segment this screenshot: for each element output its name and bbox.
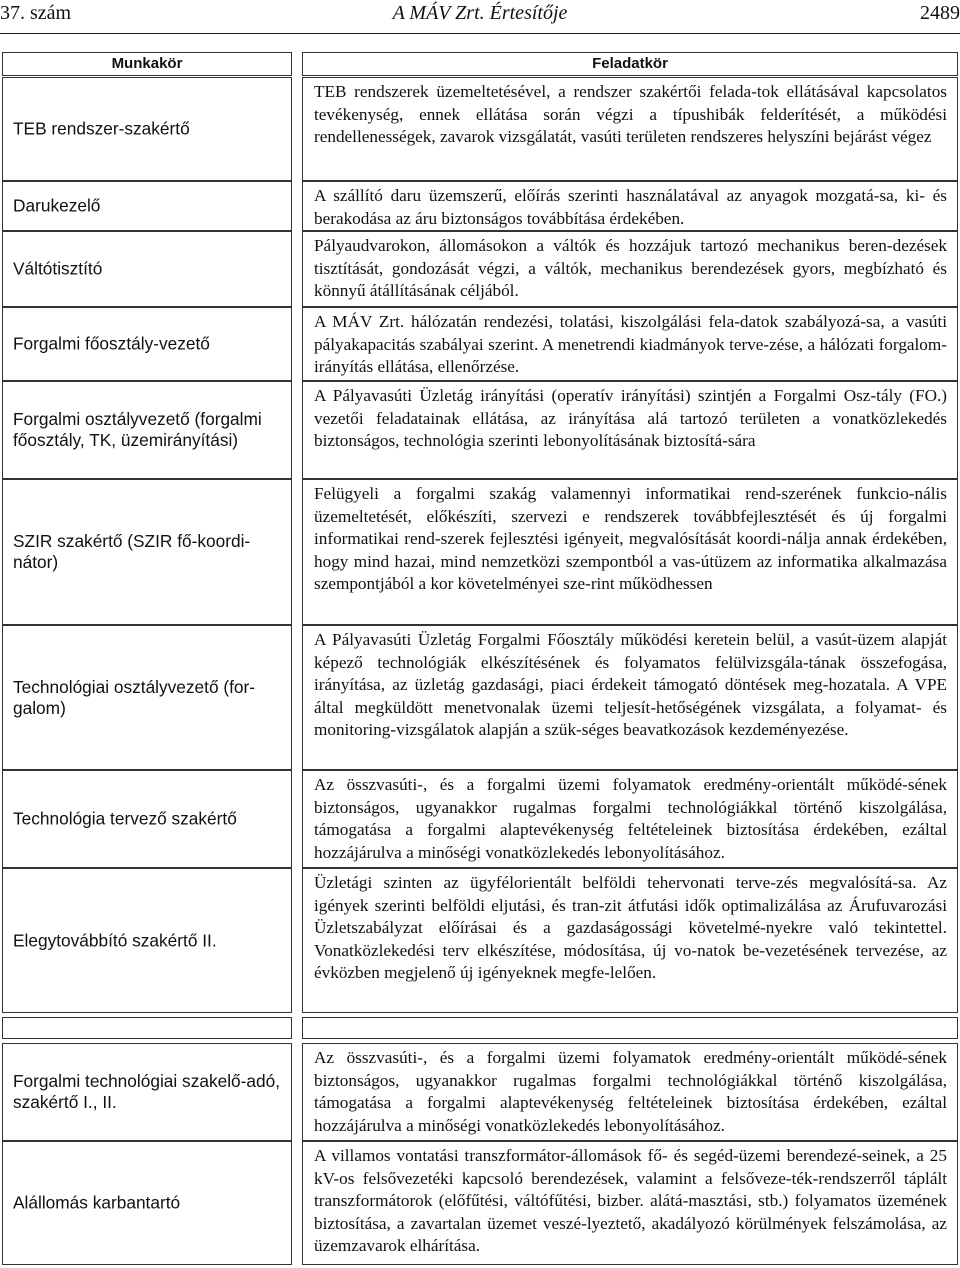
column-header-duties: Feladatkör — [302, 52, 958, 76]
page-header — [0, 0, 960, 34]
role-label: Darukezelő — [13, 195, 101, 216]
table-row-role — [2, 231, 292, 307]
table-row-role — [2, 770, 292, 868]
table-row-duties: Az összvasúti-, és a forgalmi üzemi folyamatok eredmény-orientált működé-sének biztonságos, ugyanakkor rugalmas forgalmi technológiákkal történő kiszolgálása, támogatása a forgalmi alaptevékenység feltételeinek biztosítása érdekében, ezáltal hozzájárulva a minőségi vonatközlekedés lebonyolításához. — [302, 1043, 958, 1141]
role-label: Forgalmi főosztály-vezető — [13, 333, 210, 354]
table-row-role — [2, 181, 292, 231]
table-row-role — [2, 1017, 292, 1039]
table-row-role — [2, 1043, 292, 1141]
table-row-role — [2, 625, 292, 770]
role-label: Forgalmi technológiai szakelő-adó, szakértő I., II. — [13, 1071, 281, 1112]
role-label: TEB rendszer-szakértő — [13, 118, 190, 139]
role-label: Technológia tervező szakértő — [13, 808, 237, 829]
table-row-role — [2, 77, 292, 181]
publication-title: A MÁV Zrt. Értesítője — [392, 2, 568, 24]
table-row-duties: TEB rendszerek üzemeltetésével, a rendszer szakértői felada-tok ellátásával kapcsolatos tevékenység, ennek ellátása során végzi a típushibák felderítését, a működési rendellenességek, zavarok vizsgálatát, vasúti területen rendszeres helyszíni bejárást végez — [302, 77, 958, 181]
issue-number: 37. szám — [0, 2, 72, 24]
column-header-role: Munkakör — [2, 52, 292, 76]
table-row-duties: A Pályavasúti Üzletág irányítási (operatív irányítási) szintjén a Forgalmi Osz-tály (FO.) vezetői feladatainak ellátása, az irányítása alá tartozó területen a vonatközlekedés biztonságos, technológia szerinti lebonyolításának biztosítá-sára — [302, 381, 958, 479]
table-row-duties: Üzletági szinten az ügyfélorientált belföldi tehervonati terve-zés megvalósítá-sa. Az igények szerinti belföldi eljutási, és tran-zit átfutási idők optimalizálása az Árufuvarozási Üzletszabályzat előírásai és a gazdaságossági követelmé-nyekre való tekintettel. Vonatközlekedési terv elkészítése, módosítása, új vo-natok be-vezetésének tervezése, az évközben megjelenő új igényeknek megfe-lelően. — [302, 868, 958, 1013]
role-label: Technológiai osztályvezető (for-galom) — [13, 676, 256, 718]
table-row-role — [2, 307, 292, 381]
table-row-duties: Az összvasúti-, és a forgalmi üzemi folyamatok eredmény-orientált működé-sének biztonságos, ugyanakkor rugalmas forgalmi technológiákkal történő kiszolgálása, támogatása a forgalmi alaptevékenység feltételeinek biztosítása érdekében, ezáltal hozzájárulva a minőségi vonatközlekedés lebonyolításához. — [302, 770, 958, 868]
table-row-role — [2, 479, 292, 625]
role-label: Váltótisztító — [13, 258, 103, 279]
table-row-duties: A Pályavasúti Üzletág Forgalmi Főosztály működési keretein belül, a vasút-üzem alapját képező technológiák elkészítésének és folyamatos felülvizsgála-tának összefogása, irányítása, az üzletág gazdasági, piaci érdekeit támogató döntések meg-hozatala. A VPE által megküldött menetvonalak üzemi teljesít-hetőségének vizsgálata, a folyamat- és monitoring-vizsgálatok alapján a szük-séges beavatkozások kezdeményezése. — [302, 625, 958, 770]
table-row-role — [2, 868, 292, 1013]
table-row-duties — [302, 1017, 958, 1039]
table-row-duties: A MÁV Zrt. hálózatán rendezési, tolatási, kiszolgálási fela-datok szabályozá-sa, a vasúti pályakapacitás szabályai szerint. A menetrendi kiadmányok terve-zése, a hálózati forgalom-irányítás ellátása, ellenőrzése. — [302, 307, 958, 381]
table-row-duties: Pályaudvarokon, állomásokon a váltók és hozzájuk tartozó mechanikus beren-dezések tisztítását, gondozását végzi, a váltók, mechanikus berendezések gyors, megbízható és könnyű átállításának céljából. — [302, 231, 958, 307]
role-label: Alállomás karbantartó — [13, 1192, 181, 1213]
table-row-role — [2, 381, 292, 479]
table-row-duties: Felügyeli a forgalmi szakág valamennyi informatikai rend-szerének funkcio-nális üzemeltetését, előkészíti, szervezi e rendszerek továbbfejlesztését és új forgalmi informatikai rend-szerek fejlesztési igényeit, megvalósítását koordi-nálja annak érdekében, hogy mind hazai, mind nemzetközi szempontból a vas-útüzem az informatika alkalmazása szempontjából a kor követelményei sze-rint működhessen — [302, 479, 958, 625]
role-label: Forgalmi osztályvezető (forgalmi főosztály, TK, üzemirányítási) — [13, 409, 262, 450]
page-number: 2489 — [920, 2, 960, 24]
table-row-duties: A szállító daru üzemszerű, előírás szerinti használatával az anyagok mozgatá-sa, ki- és berakodása az áru biztonságos továbbítása érdekében. — [302, 181, 958, 231]
table-row-duties: A villamos vontatási transzformátor-állomások fő- és segéd-üzemi berendezé-seinek, a 25 kV-os felsővezetéki kapcsoló berendezések, valamint a felsőveze-ték-rendszerről táplált transzformátorok (előfűtési, váltófűtési, bizber. alátá-masztási, stb.) folyamatos üzemének biztosítása, a zavartalan üzemet veszé-lyeztető, akadályozó körülmények felszámolása, az üzemzavarok elhárítása. — [302, 1141, 958, 1265]
role-label: Elegytovábbító szakértő II. — [13, 930, 217, 950]
role-label: SZIR szakértő (SZIR fő-koordi-nátor) — [13, 531, 251, 572]
table-row-role — [2, 1141, 292, 1265]
